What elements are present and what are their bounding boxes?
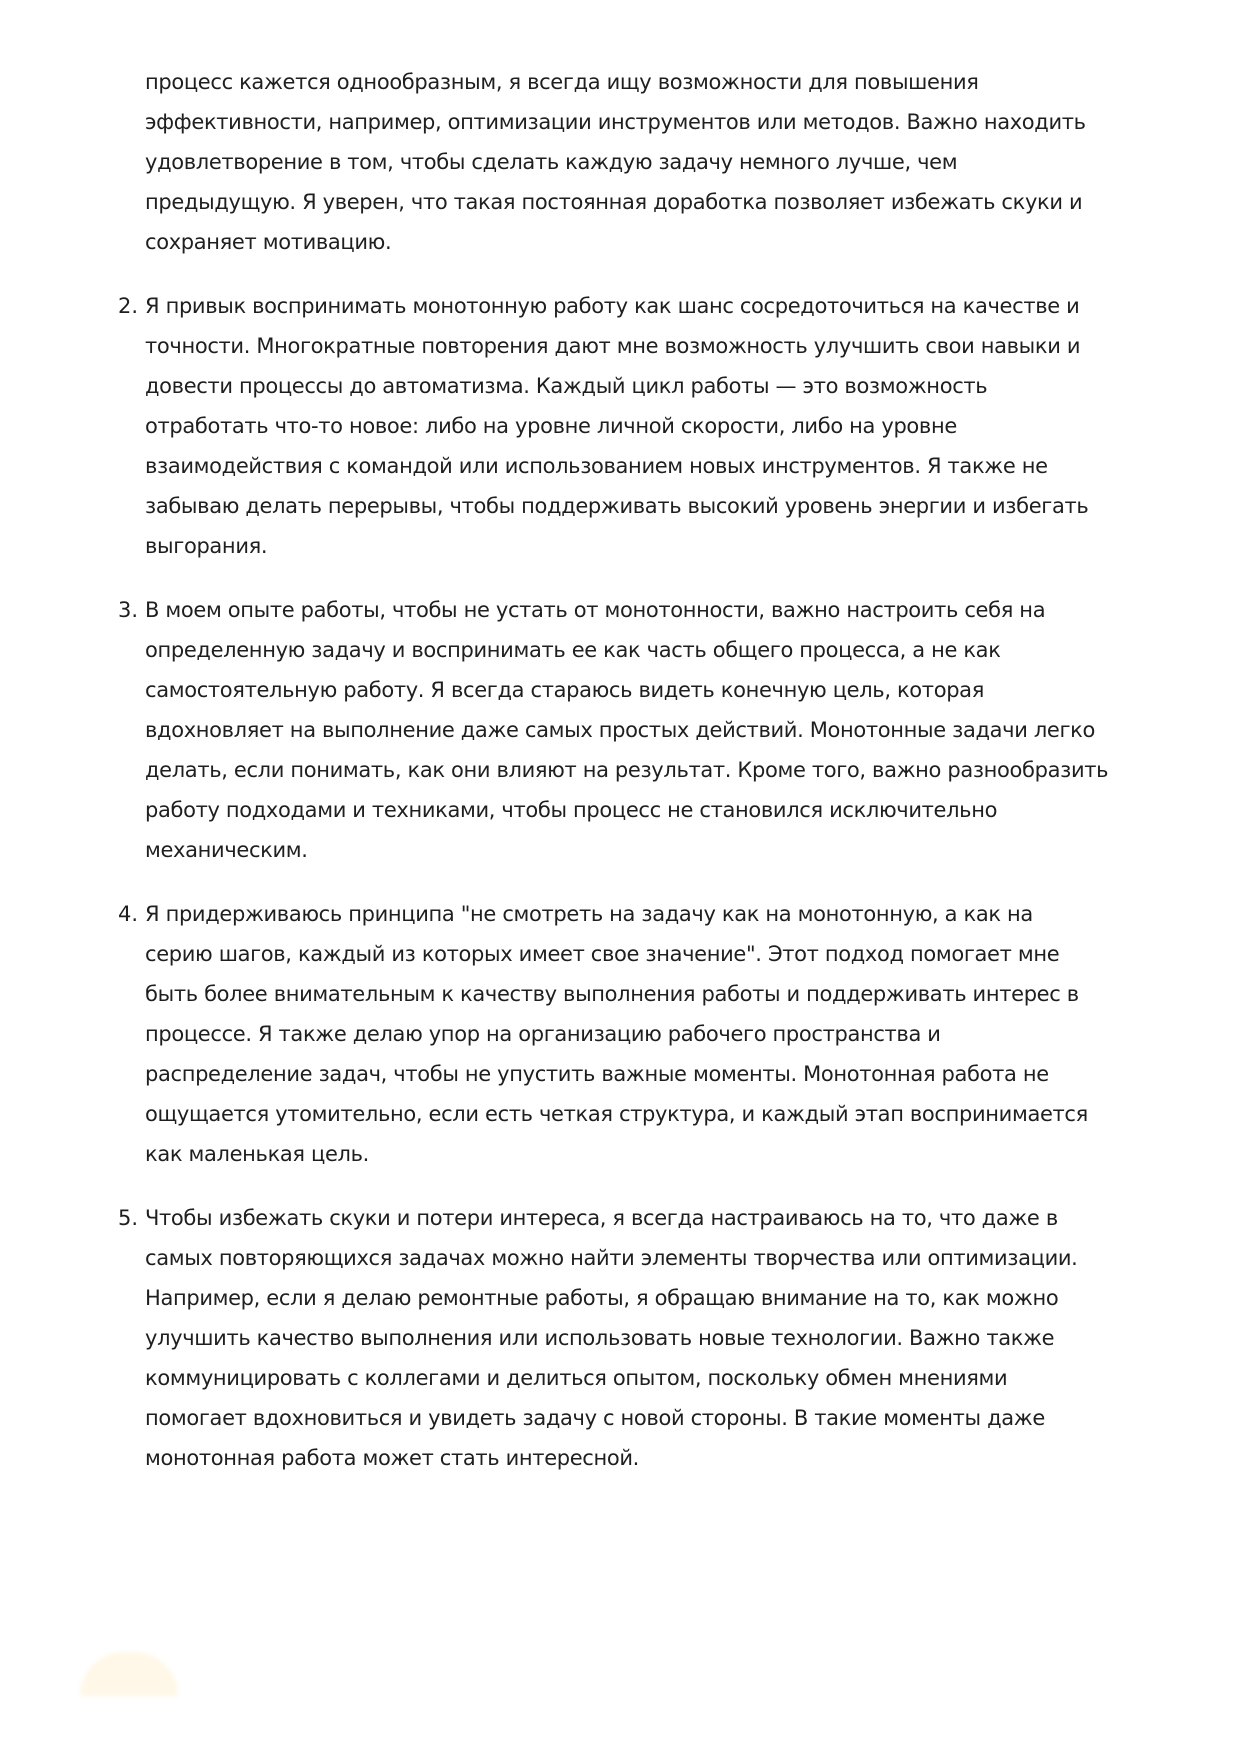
text-line: предыдущую. Я уверен, что такая постоянная доработка позволяет избежать скуки и	[145, 190, 1083, 214]
text-line: определенную задачу и воспринимать ее как часть общего процесса, а не как	[145, 638, 1001, 662]
text-line: выгорания.	[145, 534, 268, 558]
text-line: забываю делать перерывы, чтобы поддерживать высокий уровень энергии и избегать	[145, 494, 1089, 518]
text-line: работу подходами и техниками, чтобы процесс не становился исключительно	[145, 798, 998, 822]
list-item	[118, 894, 1178, 1174]
list-item	[118, 62, 1178, 262]
text-line: Я привык воспринимать монотонную работу как шанс сосредоточиться на качестве и	[145, 294, 1080, 318]
text-line: процессе. Я также делаю упор на организацию рабочего пространства и	[145, 1022, 941, 1046]
text-line: вдохновляет на выполнение даже самых простых действий. Монотонные задачи легко	[145, 718, 1095, 742]
list-item	[118, 590, 1178, 870]
text-line: улучшить качество выполнения или использовать новые технологии. Важно также	[145, 1326, 1055, 1350]
text-line: самых повторяющихся задачах можно найти элементы творчества или оптимизации.	[145, 1246, 1078, 1270]
decorative-blob	[80, 1652, 178, 1696]
text-line: делать, если понимать, как они влияют на результат. Кроме того, важно разнообразить	[145, 758, 1109, 782]
text-line: удовлетворение в том, чтобы сделать каждую задачу немного лучше, чем	[145, 150, 958, 174]
text-line: самостоятельную работу. Я всегда стараюсь видеть конечную цель, которая	[145, 678, 984, 702]
text-line: распределение задач, чтобы не упустить важные моменты. Монотонная работа не	[145, 1062, 1049, 1086]
list-item-number: 2.	[118, 294, 139, 318]
text-line: эффективности, например, оптимизации инструментов или методов. Важно находить	[145, 110, 1086, 134]
text-line: монотонная работа может стать интересной.	[145, 1446, 640, 1470]
text-line: как маленькая цель.	[145, 1142, 369, 1166]
list-item-number: 4.	[118, 902, 139, 926]
document-list	[118, 62, 1178, 1502]
list-item	[118, 286, 1178, 566]
text-line: серию шагов, каждый из которых имеет свое значение". Этот подход помогает мне	[145, 942, 1060, 966]
text-line: отработать что-то новое: либо на уровне личной скорости, либо на уровне	[145, 414, 957, 438]
list-item	[118, 1198, 1178, 1478]
text-line: В моем опыте работы, чтобы не устать от монотонности, важно настроить себя на	[145, 598, 1046, 622]
text-line: точности. Многократные повторения дают мне возможность улучшить свои навыки и	[145, 334, 1081, 358]
text-line: взаимодействия с командой или использованием новых инструментов. Я также не	[145, 454, 1048, 478]
list-item-number: 5.	[118, 1206, 139, 1230]
text-line: механическим.	[145, 838, 308, 862]
list-item-number: 3.	[118, 598, 139, 622]
text-line: процесс кажется однообразным, я всегда ищу возможности для повышения	[145, 70, 979, 94]
text-line: сохраняет мотивацию.	[145, 230, 392, 254]
text-line: Чтобы избежать скуки и потери интереса, я всегда настраиваюсь на то, что даже в	[145, 1206, 1058, 1230]
text-line: коммуницировать с коллегами и делиться опытом, поскольку обмен мнениями	[145, 1366, 1008, 1390]
text-line: довести процессы до автоматизма. Каждый цикл работы — это возможность	[145, 374, 988, 398]
text-line: ощущается утомительно, если есть четкая структура, и каждый этап воспринимается	[145, 1102, 1088, 1126]
text-line: быть более внимательным к качеству выполнения работы и поддерживать интерес в	[145, 982, 1079, 1006]
text-line: Например, если я делаю ремонтные работы, я обращаю внимание на то, как можно	[145, 1286, 1059, 1310]
text-line: Я придерживаюсь принципа "не смотреть на задачу как на монотонную, а как на	[145, 902, 1033, 926]
text-line: помогает вдохновиться и увидеть задачу с новой стороны. В такие моменты даже	[145, 1406, 1045, 1430]
